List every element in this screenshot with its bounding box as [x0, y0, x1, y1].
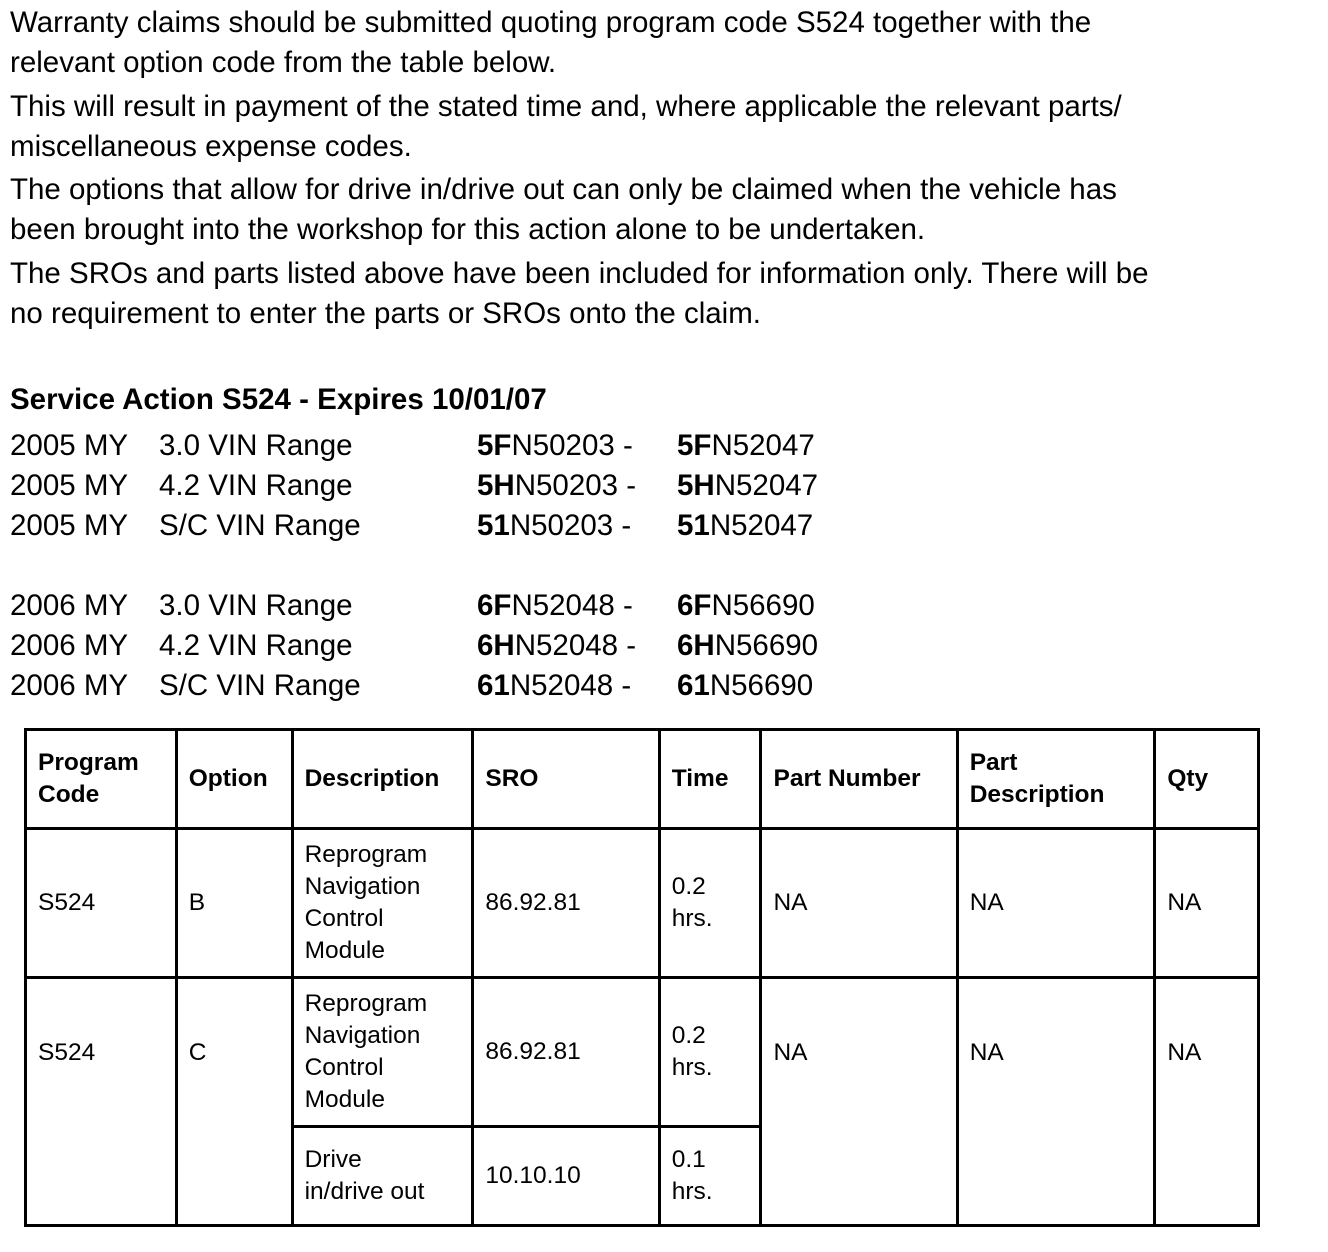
vin-prefix: 6F	[677, 589, 712, 622]
vin-from	[477, 666, 631, 706]
header-part-description: Part Description	[957, 730, 1155, 829]
vin-to	[677, 466, 818, 506]
cell-sro: 10.10.10	[473, 1127, 659, 1226]
cell-part-number: NA	[761, 829, 957, 978]
vin-number: N52048 -	[511, 589, 633, 622]
vin-prefix: 6F	[477, 589, 512, 622]
vin-prefix: 5H	[677, 469, 715, 502]
model-year: 2006 MY	[10, 629, 129, 662]
document-page	[10, 0, 1320, 337]
cell-sro: 86.92.81	[473, 829, 659, 978]
vin-to	[677, 586, 815, 626]
cell-description: Drive in/drive out	[292, 1127, 473, 1226]
engine-range: 4.2 VIN Range	[159, 629, 353, 662]
vin-from	[477, 586, 633, 626]
cell-description: Reprogram Navigation Control Module	[292, 829, 473, 978]
header-time: Time	[659, 730, 761, 829]
header-program-code: Program Code	[26, 730, 177, 829]
intro-line: miscellaneous expense codes.	[10, 129, 412, 163]
cell-part-description: NA	[957, 829, 1155, 978]
vin-number: N52048 -	[509, 669, 632, 702]
cell-option: B	[176, 829, 292, 978]
cell-part-number: NA	[761, 978, 957, 1226]
header-option: Option	[176, 730, 292, 829]
header-qty: Qty	[1155, 730, 1259, 829]
vin-prefix: 5H	[477, 469, 515, 502]
model-year: 2005 MY	[10, 509, 129, 542]
model-year: 2006 MY	[10, 589, 129, 622]
intro-paragraph-3	[10, 170, 1320, 250]
intro-paragraph-1	[10, 3, 1320, 83]
cell-time: 0.1 hrs.	[659, 1127, 761, 1226]
vin-prefix: 51	[477, 509, 510, 542]
vin-to	[677, 506, 813, 546]
vin-from	[477, 426, 633, 466]
vin-number: N50203 -	[511, 429, 633, 462]
vin-number: N56690	[709, 669, 814, 702]
vin-number: N56690	[714, 629, 819, 662]
intro-line: relevant option code from the table below.	[10, 46, 557, 79]
vin-number: N52047	[714, 469, 819, 502]
vin-prefix: 6H	[477, 629, 515, 662]
vin-to	[677, 666, 813, 706]
vin-number: N56690	[711, 589, 815, 622]
cell-time: 0.2 hrs.	[659, 829, 761, 978]
table-header-row	[26, 730, 1259, 829]
vin-number: N52047	[711, 429, 815, 462]
model-year: 2005 MY	[10, 469, 129, 502]
vin-prefix: 51	[677, 509, 710, 542]
vin-prefix: 6H	[677, 629, 715, 662]
model-year: 2006 MY	[10, 669, 129, 702]
intro-line: The SROs and parts listed above have been included for information only. There will be	[10, 256, 1149, 290]
header-part-number: Part Number	[761, 730, 957, 829]
header-description: Description	[292, 730, 473, 829]
vin-to	[677, 626, 818, 666]
cell-description: Reprogram Navigation Control Module	[292, 978, 473, 1127]
vin-prefix: 61	[477, 669, 510, 702]
vin-number: N52047	[709, 509, 814, 542]
vin-number: N50203 -	[509, 509, 632, 542]
vin-from	[477, 506, 631, 546]
table-row	[26, 829, 1259, 978]
vin-prefix: 5F	[477, 429, 512, 462]
vin-to	[677, 426, 815, 466]
vin-number: N50203 -	[514, 469, 637, 502]
table-row	[26, 978, 1259, 1127]
cell-qty: NA	[1155, 829, 1259, 978]
vin-prefix: 5F	[677, 429, 712, 462]
intro-line: This will result in payment of the stated time and, where applicable the relevant parts/	[10, 89, 1122, 123]
intro-line: no requirement to enter the parts or SROs onto the claim.	[10, 296, 761, 330]
engine-range: S/C VIN Range	[159, 669, 361, 702]
cell-option: C	[176, 978, 292, 1226]
engine-range: 3.0 VIN Range	[159, 589, 353, 622]
vin-from	[477, 626, 636, 666]
engine-range: S/C VIN Range	[159, 509, 361, 542]
intro-text	[10, 0, 1320, 334]
vin-from	[477, 466, 636, 506]
engine-range: 3.0 VIN Range	[159, 429, 353, 462]
intro-paragraph-2	[10, 87, 1320, 167]
intro-paragraph-4	[10, 254, 1320, 334]
claims-table	[24, 728, 1260, 1227]
cell-sro: 86.92.81	[473, 978, 659, 1127]
cell-program-code: S524	[26, 829, 177, 978]
model-year: 2005 MY	[10, 429, 129, 462]
header-sro: SRO	[473, 730, 659, 829]
vin-number: N52048 -	[514, 629, 637, 662]
intro-line: been brought into the workshop for this action alone to be undertaken.	[10, 213, 926, 246]
cell-part-description: NA	[957, 978, 1155, 1226]
service-action-heading: Service Action S524 - Expires 10/01/07	[10, 383, 547, 416]
intro-line: The options that allow for drive in/drive out can only be claimed when the vehicle has	[10, 173, 1117, 206]
cell-qty: NA	[1155, 978, 1259, 1226]
vin-prefix: 61	[677, 669, 710, 702]
cell-program-code: S524	[26, 978, 177, 1226]
intro-line: Warranty claims should be submitted quoting program code S524 together with the	[10, 6, 1092, 39]
cell-time: 0.2 hrs.	[659, 978, 761, 1127]
engine-range: 4.2 VIN Range	[159, 469, 353, 502]
